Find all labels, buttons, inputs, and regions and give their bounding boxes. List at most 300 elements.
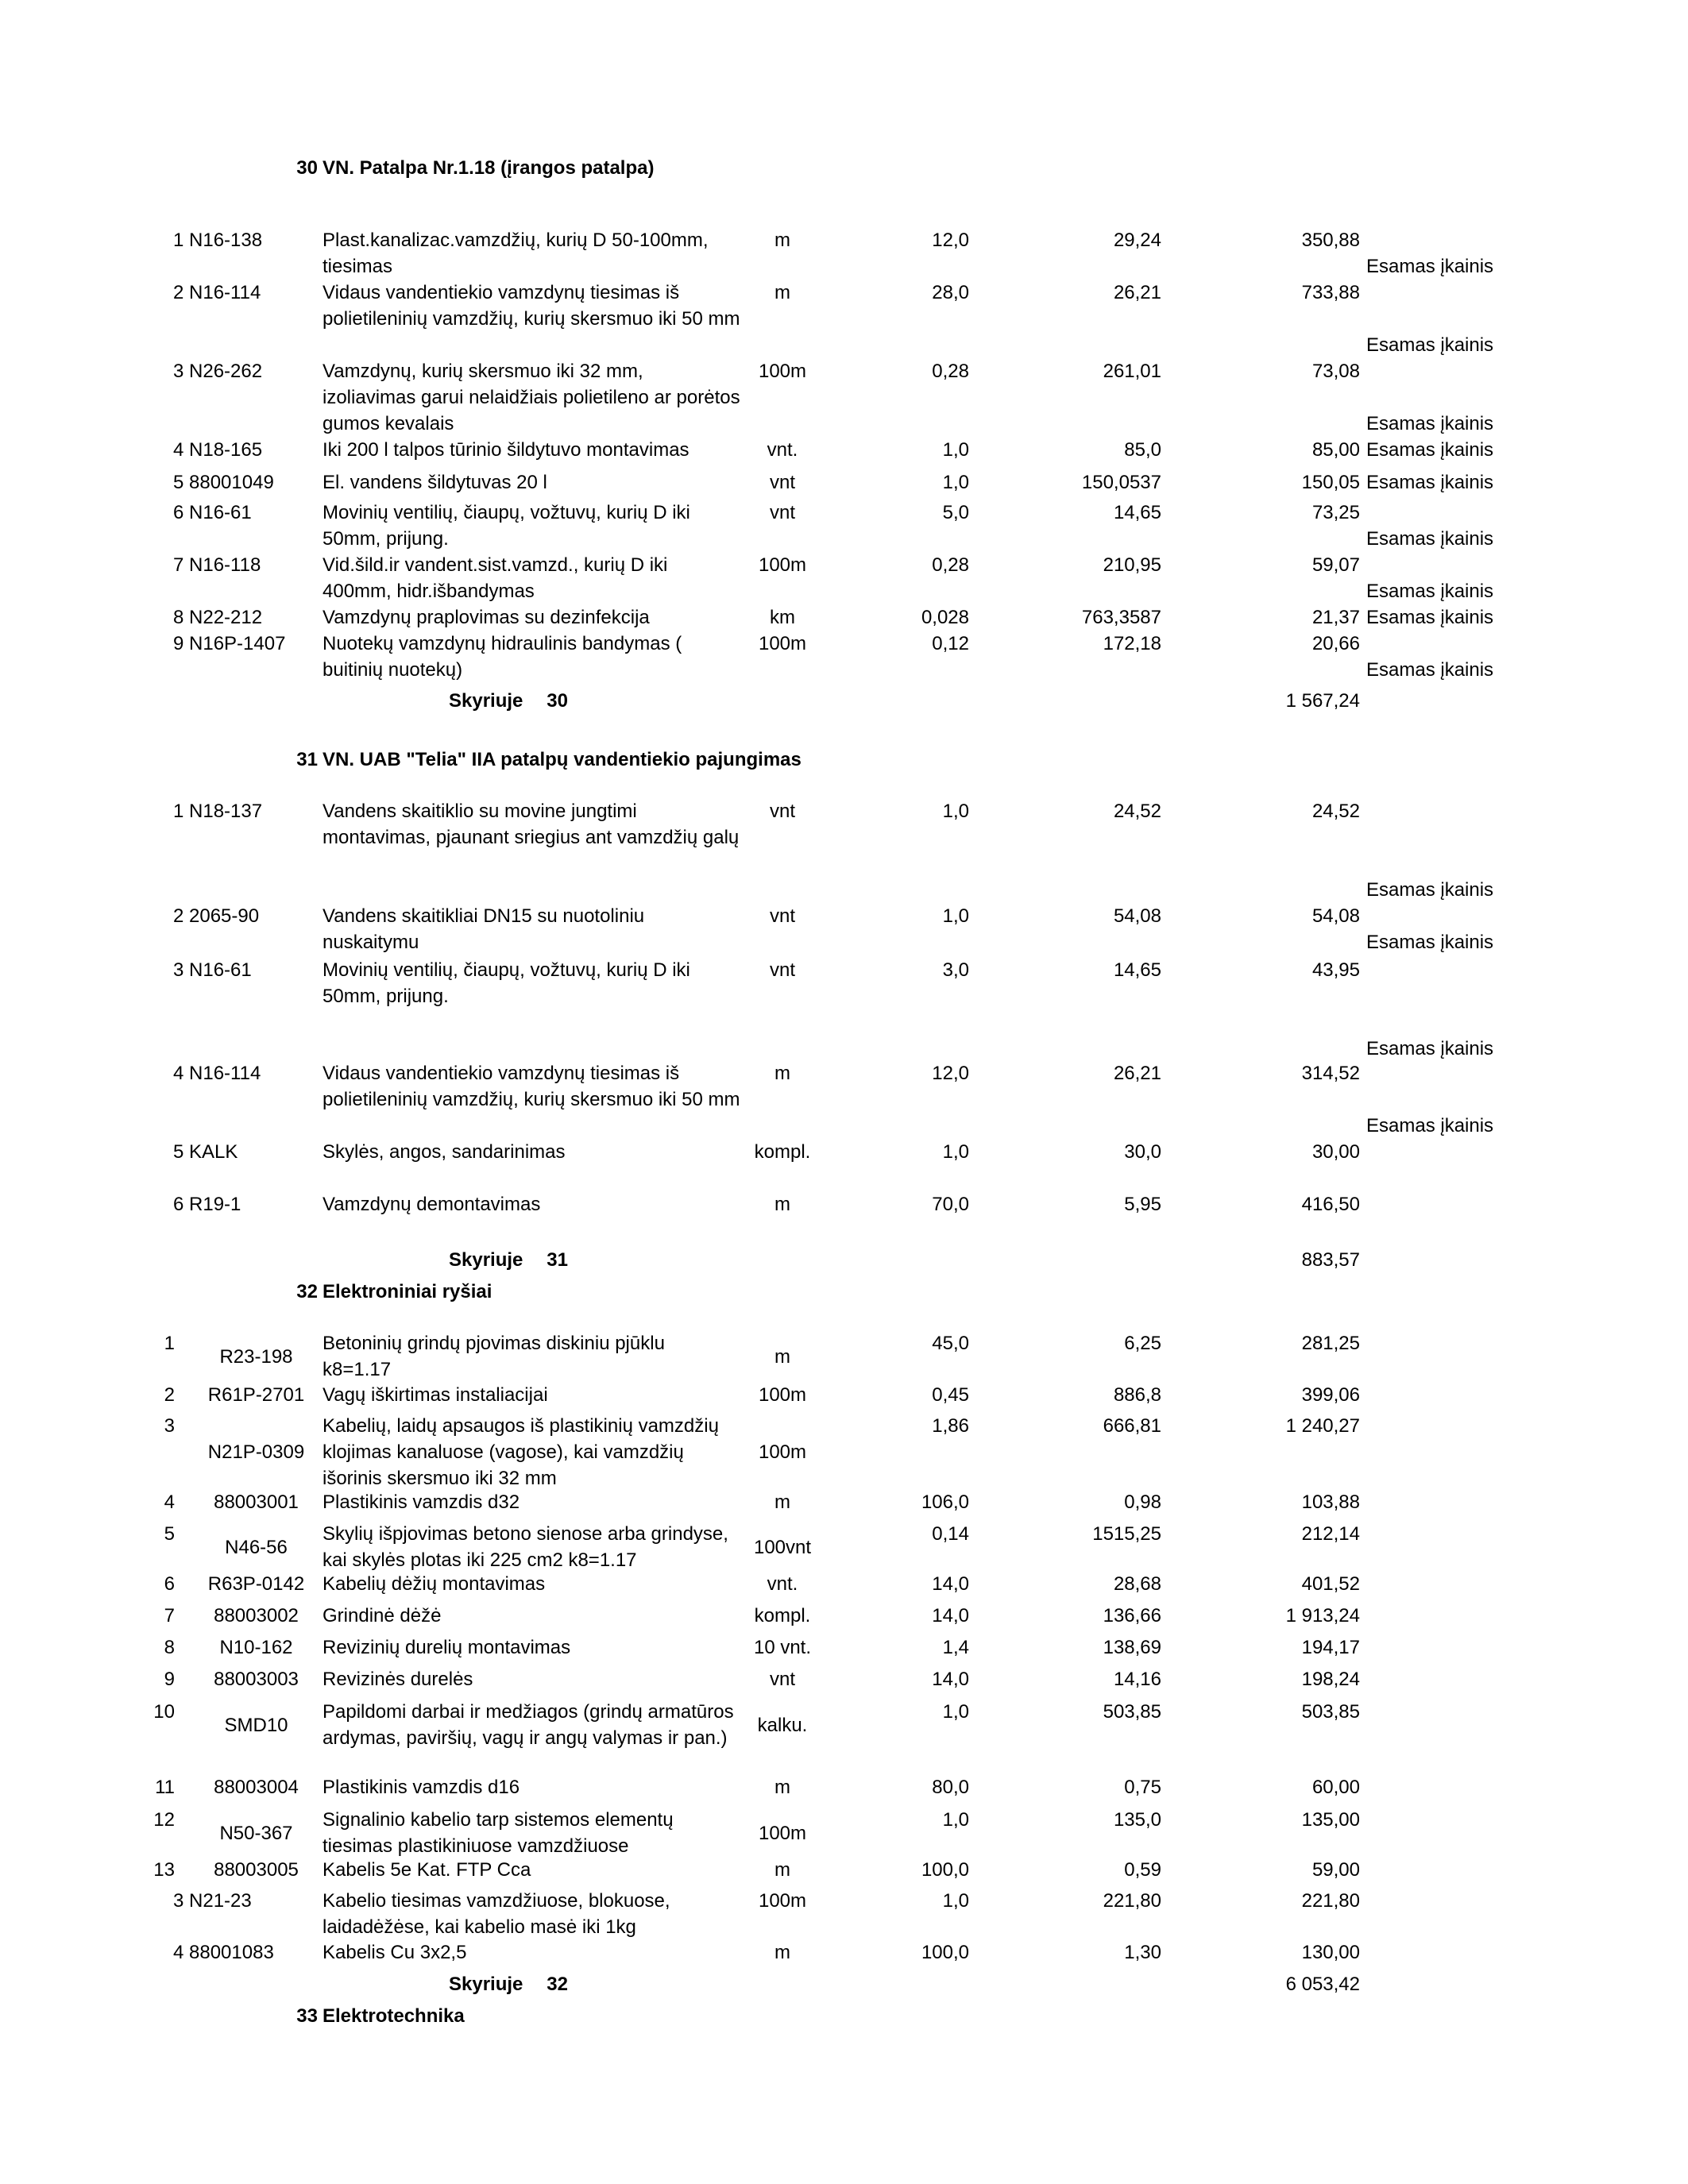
table-row [0, 1857, 1688, 1883]
row-number: 13 [153, 1859, 175, 1881]
row-description [323, 1666, 767, 1692]
row-number-code: 4 N18-165 [173, 439, 263, 461]
row-unit-price: 24,52 [1113, 801, 1161, 822]
row-description-line: Plastikinis vamzdis d32 [323, 1491, 520, 1513]
row-note: Esamas įkainis [1366, 439, 1494, 461]
summary-label: Skyriuje [449, 1974, 523, 1995]
row-unit-price: 14,16 [1113, 1669, 1161, 1690]
row-unit-price: 261,01 [1103, 361, 1161, 382]
row-code: 88003005 [214, 1859, 299, 1881]
row-total: 314,52 [1301, 1063, 1360, 1084]
row-unit: vnt [769, 959, 795, 981]
row-description-line: klojimas kanaluose (vagose), kai vamzdžių [323, 1441, 684, 1463]
row-description [323, 1571, 767, 1597]
row-unit-price: 886,8 [1113, 1384, 1161, 1406]
row-unit: vnt. [767, 1573, 798, 1595]
row-unit-price: 136,66 [1103, 1605, 1161, 1626]
row-description [323, 1939, 767, 1966]
row-number-code: 2 N16-114 [173, 282, 261, 303]
row-total: 43,95 [1311, 959, 1360, 981]
row-description [323, 280, 767, 332]
row-total: 194,17 [1301, 1637, 1360, 1658]
row-note: Esamas įkainis [1366, 581, 1494, 602]
row-note: Esamas įkainis [1366, 334, 1494, 356]
row-quantity: 0,14 [932, 1523, 969, 1545]
row-unit-price: 172,18 [1103, 633, 1161, 654]
row-unit: m [774, 282, 790, 303]
row-note: Esamas įkainis [1366, 879, 1494, 901]
row-description-line: Betoninių grindų pjovimas diskiniu pjūklu [323, 1333, 665, 1354]
row-number: 6 [164, 1573, 175, 1595]
row-description [323, 1774, 767, 1800]
row-number-code: 9 N16P-1407 [173, 633, 286, 654]
row-unit-price: 0,98 [1124, 1491, 1161, 1513]
row-description [323, 1888, 767, 1940]
row-quantity: 45,0 [932, 1333, 969, 1354]
row-number: 5 [164, 1523, 175, 1545]
row-unit: vnt [769, 502, 795, 523]
row-description [323, 1413, 767, 1491]
section-summary [0, 1247, 1688, 1273]
row-unit: 10 vnt. [753, 1637, 812, 1658]
table-row [0, 552, 1688, 604]
row-number-code: 6 N16-61 [173, 502, 252, 523]
row-description-line: Kabelių, laidų apsaugos iš plastikinių vamzdžių [323, 1415, 719, 1437]
row-unit-price: 6,25 [1124, 1333, 1161, 1354]
row-total: 281,25 [1301, 1333, 1360, 1354]
row-number-code: 1 N16-138 [173, 230, 263, 251]
row-total: 135,00 [1301, 1809, 1360, 1831]
section-title: Elektrotechnika [323, 2005, 465, 2027]
row-total: 733,88 [1301, 282, 1360, 303]
table-row [0, 1413, 1688, 1491]
row-code: 88003002 [214, 1605, 299, 1626]
row-quantity: 0,28 [932, 554, 969, 576]
row-number-code: 2 2065-90 [173, 905, 260, 927]
table-row [0, 1666, 1688, 1692]
row-number-code: 7 N16-118 [173, 554, 261, 576]
section-number: 30 [296, 157, 318, 179]
table-row [0, 1521, 1688, 1573]
row-total: 59,07 [1311, 554, 1360, 576]
row-number: 2 [164, 1384, 175, 1406]
row-description-line: Kabelio tiesimas vamzdžiuose, blokuose, [323, 1890, 670, 1912]
row-total: 1 240,27 [1285, 1415, 1360, 1437]
row-total: 24,52 [1311, 801, 1360, 822]
row-unit-price: 135,0 [1113, 1809, 1161, 1831]
section-summary [0, 688, 1688, 714]
row-description-line: Vandens skaitikliai DN15 su nuotoliniu [323, 905, 645, 927]
row-description [323, 227, 767, 280]
row-description-line: Vidaus vandentiekio vamzdynų tiesimas iš [323, 282, 680, 303]
row-description-line: 50mm, prijung. [323, 528, 449, 550]
row-quantity: 14,0 [932, 1669, 969, 1690]
summary-number: 30 [547, 690, 568, 712]
table-row [0, 1191, 1688, 1217]
row-description-line: Kabelis 5e Kat. FTP Cca [323, 1859, 531, 1881]
row-description-line: Plast.kanalizac.vamzdžių, kurių D 50-100mm, [323, 230, 709, 251]
row-code: N46-56 [225, 1536, 288, 1558]
row-code: N50-367 [219, 1822, 293, 1844]
row-description [323, 1807, 767, 1859]
row-description-line: Movinių ventilių, čiaupų, vožtuvų, kurių D iki [323, 959, 690, 981]
section-number: 33 [296, 2005, 318, 2027]
row-quantity: 100,0 [921, 1859, 969, 1881]
row-description [323, 1489, 767, 1515]
row-unit-price: 666,81 [1103, 1415, 1161, 1437]
section-title: Elektroniniai ryšiai [323, 1281, 492, 1302]
row-unit: 100m [758, 554, 807, 576]
row-unit: kalku. [757, 1714, 808, 1736]
row-unit-price: 29,24 [1113, 230, 1161, 251]
row-unit-price: 763,3587 [1081, 607, 1161, 628]
row-total: 130,00 [1301, 1942, 1360, 1963]
section-number: 31 [296, 749, 318, 770]
row-description [323, 469, 767, 496]
row-description-line: Vidaus vandentiekio vamzdynų tiesimas iš [323, 1063, 680, 1084]
row-description [323, 500, 767, 552]
row-description-line: Movinių ventilių, čiaupų, vožtuvų, kurių D iki [323, 502, 690, 523]
row-description-line: Signalinio kabelio tarp sistemos elementų [323, 1809, 674, 1831]
row-unit-price: 5,95 [1124, 1194, 1161, 1215]
row-number-code: 3 N21-23 [173, 1890, 252, 1912]
row-number-code: 6 R19-1 [173, 1194, 241, 1215]
row-unit: 100vnt [753, 1536, 812, 1558]
row-unit: kompl. [754, 1141, 811, 1163]
row-quantity: 1,0 [942, 1809, 969, 1831]
row-number: 10 [153, 1701, 175, 1723]
table-row [0, 1139, 1688, 1165]
row-quantity: 1,0 [942, 905, 969, 927]
row-unit: m [774, 1942, 790, 1963]
table-row [0, 1060, 1688, 1136]
row-unit: m [774, 1859, 790, 1881]
row-description-line: tiesimas plastikiniuose vamzdžiuose [323, 1835, 629, 1857]
table-row [0, 437, 1688, 463]
section-heading [0, 747, 1688, 773]
table-row [0, 500, 1688, 552]
table-row [0, 469, 1688, 496]
row-unit: 100m [758, 1384, 807, 1406]
row-description [323, 437, 767, 463]
row-description [323, 1139, 767, 1165]
summary-number: 31 [547, 1249, 568, 1271]
row-total: 103,88 [1301, 1491, 1360, 1513]
summary-label: Skyriuje [449, 1249, 523, 1271]
row-unit-price: 503,85 [1103, 1701, 1161, 1723]
row-description-line: laidadėžėse, kai kabelio masė iki 1kg [323, 1916, 636, 1938]
row-number-code: 8 N22-212 [173, 607, 263, 628]
row-code: 88003004 [214, 1777, 299, 1798]
row-description-line: Vamzdynų demontavimas [323, 1194, 541, 1215]
row-description-line: tiesimas [323, 256, 393, 277]
row-total: 54,08 [1311, 905, 1360, 927]
row-note: Esamas įkainis [1366, 472, 1494, 493]
row-quantity: 1,0 [942, 1890, 969, 1912]
summary-total: 1 567,24 [1285, 690, 1360, 712]
row-quantity: 80,0 [932, 1777, 969, 1798]
table-row [0, 1774, 1688, 1800]
row-total: 416,50 [1301, 1194, 1360, 1215]
row-unit-price: 14,65 [1113, 502, 1161, 523]
table-row [0, 957, 1688, 1059]
row-unit: m [774, 230, 790, 251]
row-quantity: 3,0 [942, 959, 969, 981]
row-unit-price: 26,21 [1113, 282, 1161, 303]
row-description [323, 903, 767, 955]
row-total: 85,00 [1311, 439, 1360, 461]
row-unit: 100m [758, 1441, 807, 1463]
row-description [323, 1330, 767, 1383]
row-description-line: 50mm, prijung. [323, 986, 449, 1007]
row-quantity: 14,0 [932, 1605, 969, 1626]
row-description-line: Grindinė dėžė [323, 1605, 442, 1626]
row-number: 12 [153, 1809, 175, 1831]
row-quantity: 12,0 [932, 230, 969, 251]
row-unit: m [774, 1194, 790, 1215]
row-description-line: gumos kevalais [323, 413, 454, 434]
row-code: SMD10 [224, 1714, 288, 1736]
row-code: R61P-2701 [207, 1384, 305, 1406]
row-description-line: Papildomi darbai ir medžiagos (grindų armatūros [323, 1701, 734, 1723]
row-unit: vnt [769, 1669, 795, 1690]
row-description-line: kai skylės plotas iki 225 cm2 k8=1.17 [323, 1549, 637, 1571]
row-description [323, 1699, 767, 1751]
row-quantity: 12,0 [932, 1063, 969, 1084]
row-description [323, 604, 767, 631]
row-code: R23-198 [219, 1345, 293, 1368]
row-description [323, 1521, 767, 1573]
row-unit: vnt. [767, 439, 798, 461]
row-quantity: 1,0 [942, 472, 969, 493]
row-description-line: Kabelių dėžių montavimas [323, 1573, 546, 1595]
row-note: Esamas įkainis [1366, 413, 1494, 434]
row-unit-price: 221,80 [1103, 1890, 1161, 1912]
row-unit: 100m [758, 361, 807, 382]
table-row [0, 1699, 1688, 1751]
row-code: 88003001 [214, 1491, 299, 1513]
row-note: Esamas įkainis [1366, 1115, 1494, 1136]
row-quantity: 0,28 [932, 361, 969, 382]
row-unit: vnt [769, 472, 795, 493]
row-note: Esamas įkainis [1366, 256, 1494, 277]
row-quantity: 106,0 [921, 1491, 969, 1513]
row-number: 4 [164, 1491, 175, 1513]
row-total: 21,37 [1311, 607, 1360, 628]
row-number: 7 [164, 1605, 175, 1626]
row-unit: 100m [758, 633, 807, 654]
row-unit: m [774, 1777, 790, 1798]
table-row [0, 1382, 1688, 1408]
row-code: R63P-0142 [207, 1573, 305, 1595]
row-unit: m [774, 1063, 790, 1084]
row-total: 30,00 [1311, 1141, 1360, 1163]
row-description-line: polietileninių vamzdžių, kurių skersmuo iki 50 mm [323, 308, 740, 330]
row-quantity: 1,0 [942, 1701, 969, 1723]
row-unit-price: 1515,25 [1092, 1523, 1161, 1545]
row-total: 1 913,24 [1285, 1605, 1360, 1626]
row-description-line: Vandens skaitiklio su movine jungtimi [323, 801, 637, 822]
row-quantity: 100,0 [921, 1942, 969, 1963]
row-number: 8 [164, 1637, 175, 1658]
row-number-code: 5 KALK [173, 1141, 238, 1163]
row-description-line: Plastikinis vamzdis d16 [323, 1777, 520, 1798]
row-unit-price: 14,65 [1113, 959, 1161, 981]
row-description-line: Kabelis Cu 3x2,5 [323, 1942, 467, 1963]
row-description-line: išorinis skersmuo iki 32 mm [323, 1468, 557, 1489]
row-total: 73,08 [1311, 361, 1360, 382]
row-unit-price: 54,08 [1113, 905, 1161, 927]
table-row [0, 1634, 1688, 1661]
row-unit-price: 210,95 [1103, 554, 1161, 576]
table-row [0, 1939, 1688, 1966]
row-unit-price: 1,30 [1124, 1942, 1161, 1963]
row-description [323, 1857, 767, 1883]
row-quantity: 1,86 [932, 1415, 969, 1437]
row-note: Esamas įkainis [1366, 528, 1494, 550]
row-total: 60,00 [1311, 1777, 1360, 1798]
row-total: 212,14 [1301, 1523, 1360, 1545]
table-row [0, 1571, 1688, 1597]
row-description [323, 1603, 767, 1629]
row-description-line: 400mm, hidr.išbandymas [323, 581, 535, 602]
row-total: 401,52 [1301, 1573, 1360, 1595]
row-code: N21P-0309 [207, 1441, 305, 1463]
section-title: VN. Patalpa Nr.1.18 (įrangos patalpa) [323, 157, 655, 179]
row-quantity: 1,0 [942, 1141, 969, 1163]
table-row [0, 227, 1688, 280]
row-description-line: Vamzdynų, kurių skersmuo iki 32 mm, [323, 361, 643, 382]
section-heading [0, 2003, 1688, 2029]
row-quantity: 70,0 [932, 1194, 969, 1215]
row-quantity: 5,0 [942, 502, 969, 523]
row-number-code: 4 N16-114 [173, 1063, 261, 1084]
row-description-line: nuskaitymu [323, 932, 419, 953]
summary-total: 6 053,42 [1285, 1974, 1360, 1995]
section-title: VN. UAB "Telia" IIA patalpų vandentiekio pajungimas [323, 749, 802, 770]
row-unit: 100m [758, 1890, 807, 1912]
summary-label: Skyriuje [449, 690, 523, 712]
table-row [0, 1489, 1688, 1515]
row-unit: kompl. [754, 1605, 811, 1626]
row-number: 11 [155, 1777, 175, 1798]
row-description-line: Nuotekų vamzdynų hidraulinis bandymas ( [323, 633, 682, 654]
row-number-code: 5 88001049 [173, 472, 274, 493]
row-number-code: 3 N26-262 [173, 361, 263, 382]
row-description-line: polietileninių vamzdžių, kurių skersmuo iki 50 mm [323, 1089, 740, 1110]
row-unit: m [774, 1491, 790, 1513]
row-description-line: Iki 200 l talpos tūrinio šildytuvo montavimas [323, 439, 689, 461]
row-quantity: 0,45 [932, 1384, 969, 1406]
row-description-line: El. vandens šildytuvas 20 l [323, 472, 547, 493]
row-unit: km [770, 607, 795, 628]
row-quantity: 1,0 [942, 801, 969, 822]
row-description [323, 1191, 767, 1217]
row-number: 9 [164, 1669, 175, 1690]
row-description [323, 798, 767, 851]
row-description-line: Skylės, angos, sandarinimas [323, 1141, 566, 1163]
row-description-line: Vid.šild.ir vandent.sist.vamzd., kurių D iki [323, 554, 668, 576]
table-row [0, 631, 1688, 683]
row-code: 88003003 [214, 1669, 299, 1690]
row-description [323, 552, 767, 604]
section-heading [0, 155, 1688, 181]
row-quantity: 28,0 [932, 282, 969, 303]
row-unit-price: 0,59 [1124, 1859, 1161, 1881]
row-number-code: 4 88001083 [173, 1942, 274, 1963]
row-unit-price: 28,68 [1113, 1573, 1161, 1595]
row-total: 198,24 [1301, 1669, 1360, 1690]
row-total: 59,00 [1311, 1859, 1360, 1881]
row-unit-price: 85,0 [1124, 439, 1161, 461]
row-description-line: Vamzdynų praplovimas su dezinfekcija [323, 607, 650, 628]
row-unit: 100m [758, 1822, 807, 1844]
row-unit-price: 150,0537 [1081, 472, 1161, 493]
table-row [0, 280, 1688, 356]
section-number: 32 [296, 1281, 318, 1302]
row-description-line: k8=1.17 [323, 1359, 392, 1380]
section-summary [0, 1971, 1688, 1997]
table-row [0, 1330, 1688, 1383]
table-row [0, 604, 1688, 631]
row-note: Esamas įkainis [1366, 932, 1494, 953]
row-description-line: Skylių išpjovimas betono sienose arba grindyse, [323, 1523, 728, 1545]
row-quantity: 0,12 [932, 633, 969, 654]
table-row [0, 1807, 1688, 1859]
row-number-code: 3 N16-61 [173, 959, 252, 981]
row-total: 350,88 [1301, 230, 1360, 251]
row-note: Esamas įkainis [1366, 1038, 1494, 1059]
row-unit-price: 26,21 [1113, 1063, 1161, 1084]
row-quantity: 1,4 [942, 1637, 969, 1658]
row-unit-price: 0,75 [1124, 1777, 1161, 1798]
row-total: 503,85 [1301, 1701, 1360, 1723]
row-description [323, 358, 767, 437]
row-code: N10-162 [219, 1637, 293, 1658]
summary-number: 32 [547, 1974, 568, 1995]
table-row [0, 903, 1688, 955]
summary-total: 883,57 [1301, 1249, 1360, 1271]
row-description [323, 1060, 767, 1113]
row-description-line: ardymas, paviršių, vagų ir angų valymas ir pan.) [323, 1727, 728, 1749]
row-unit-price: 30,0 [1124, 1141, 1161, 1163]
row-description-line: Revizinių durelių montavimas [323, 1637, 571, 1658]
row-total: 73,25 [1311, 502, 1360, 523]
row-total: 399,06 [1301, 1384, 1360, 1406]
row-note: Esamas įkainis [1366, 607, 1494, 628]
row-description-line: Revizinės durelės [323, 1669, 473, 1690]
row-description [323, 1634, 767, 1661]
table-row [0, 358, 1688, 437]
section-heading [0, 1279, 1688, 1305]
table-row [0, 1888, 1688, 1940]
row-description-line: izoliavimas garui nelaidžiais polietileno ar porėtos [323, 387, 740, 408]
row-description [323, 631, 767, 683]
row-description [323, 957, 767, 1009]
row-unit: vnt [769, 801, 795, 822]
row-unit: vnt [769, 905, 795, 927]
row-description [323, 1382, 767, 1408]
row-total: 20,66 [1311, 633, 1360, 654]
row-description-line: montavimas, pjaunant sriegius ant vamzdžių galų [323, 827, 740, 848]
row-number: 3 [164, 1415, 175, 1437]
row-quantity: 14,0 [932, 1573, 969, 1595]
row-quantity: 1,0 [942, 439, 969, 461]
row-total: 150,05 [1301, 472, 1360, 493]
row-total: 221,80 [1301, 1890, 1360, 1912]
row-unit-price: 138,69 [1103, 1637, 1161, 1658]
row-number: 1 [164, 1333, 175, 1354]
